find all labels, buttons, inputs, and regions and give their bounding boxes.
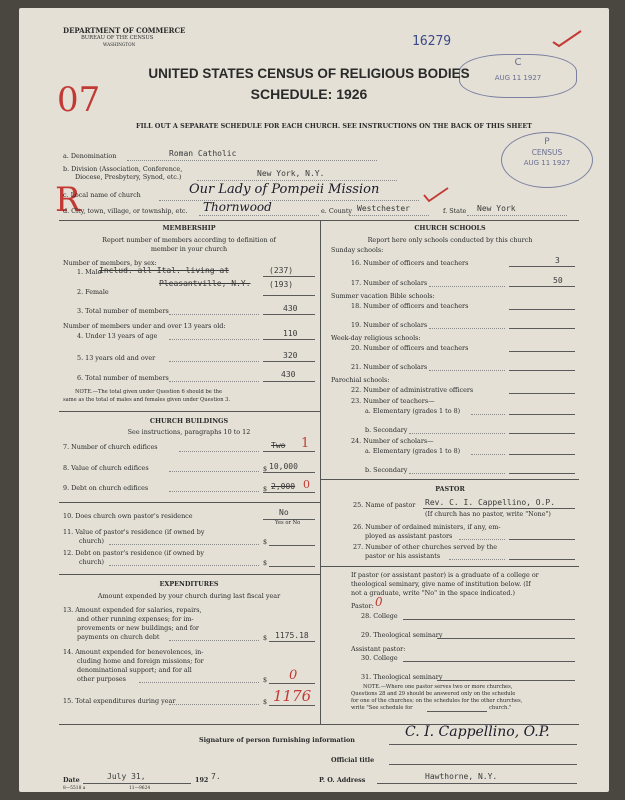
pastor-sub-label: Pastor: [351,602,374,610]
form-number: 8—5518 a [63,786,86,791]
q24a-label: a. Elementary (grades 1 to 8) [365,447,461,455]
q4-value: 110 [283,329,298,338]
membership-heading: MEMBERSHIP [162,224,216,232]
weekday-label: Week-day religious schools: [331,334,421,342]
q11-label-2: church) [79,537,105,545]
membership-note-1: NOTE.—The total given under Question 6 should be the [75,389,223,395]
q12-label: 12. Debt on pastor's residence (if owned by [63,549,205,557]
year-prefix: 192 [195,776,209,784]
assistant-label: Assistant pastor: [351,645,406,653]
membership-intro-2: member in your church [150,245,228,253]
graduate-line-3: not a graduate, write "No" in the space indicated.) [351,589,516,597]
q10-label: 10. Does church own pastor's residence [63,512,193,520]
q2-note: Pleasantville, N.Y. [159,279,251,288]
bureau-name: BUREAU OF THE CENSUS [81,35,154,41]
q21-label: 21. Number of scholars [351,363,428,371]
q12-dollar: $ [263,559,268,567]
summer-label: Summer vacation Bible schools: [331,292,435,300]
state-label: f. State [443,207,467,215]
q15-label: 15. Total expenditures during year [63,697,176,705]
handwritten-mark-r: R [55,180,81,220]
denomination-value: Roman Catholic [169,149,237,158]
q26-line-1: 26. Number of ordained ministers, if any, em- [353,523,501,531]
membership-intro-1: Report number of members according to definition of [102,236,276,244]
q20-label: 20. Number of officers and teachers [351,344,469,352]
handwritten-mark-07: 07 [57,80,101,120]
division-label: b. Division (Association, Conference, [63,165,183,173]
q14-line-4: other purposes [77,675,126,683]
buildings-heading: CHURCH BUILDINGS [149,417,229,425]
q3-value: 430 [283,304,298,313]
q7-value: Two [271,441,286,450]
q14-line-1: 14. Amount expended for benevolences, in- [63,648,204,656]
form-instruction: FILL OUT A SEPARATE SCHEDULE FOR EACH CHURCH. SEE INSTRUCTIONS ON THE BACK OF THIS SHEET [136,122,532,130]
pastor-note-2: Questions 28 and 29 should be answered only on the schedule [351,691,516,697]
q13-line-4: payments on church debt [77,633,160,641]
q9-label: 9. Debt on church edifices [63,484,149,492]
pastor-note-3: for one of the churches; on the schedules for the other churches, [351,698,523,704]
q9-hand: 0 [303,478,310,491]
q13-value: 1175.18 [275,631,309,640]
q16-value: 3 [555,256,560,265]
pastor-note-1: NOTE.—Where one pastor serves two or more churches, [363,684,513,690]
q5-value: 320 [283,351,298,360]
q14-line-3: denominational support; and for all [77,666,192,674]
pastor-note-4: write "See schedule for [351,705,413,711]
q6-label: 6. Total number of members [77,374,169,382]
q13-line-2: and other running expenses; for im- [77,615,194,623]
county-label: e. County [321,207,352,215]
year-digit: 7. [211,772,221,781]
q1-label: 1. Male [77,268,102,276]
q6-value: 430 [281,370,296,379]
check-mark-top [549,28,585,50]
schools-heading: CHURCH SCHOOLS [414,224,486,232]
signature-value: C. I. Cappellino, O.P. [405,724,550,740]
q22-label: 22. Number of administrative officers [351,386,474,394]
po-address-label: P. O. Address [319,776,366,784]
divider-top [59,220,579,221]
census-schedule-form [19,8,609,792]
q14-value: 0 [289,668,298,683]
denomination-label: a. Denomination [63,152,117,160]
q10-hint: Yes or No [275,520,301,526]
received-stamp-upper: C AUG 11 1927 [459,54,577,98]
division-value: New York, N.Y. [257,169,325,178]
q16-label: 16. Number of officers and teachers [351,259,469,267]
census-stamp: P CENSUS AUG 11 1927 [501,132,593,188]
q25-hint: (If church has no pastor, write "None") [425,510,551,518]
q4-label: 4. Under 13 years of age [77,332,158,340]
q10-value: No [279,508,289,517]
q26-line-2: ployed as assistant pastors [365,532,453,540]
q28-label: 28. College [361,612,398,620]
q5-label: 5. 13 years old and over [77,354,156,362]
q13-line-1: 13. Amount expended for salaries, repairs, [63,606,202,614]
county-value: Westchester [357,204,410,213]
q15-dollar: $ [263,698,268,706]
q7-hand: 1 [301,436,310,451]
schools-sub: Report here only schools conducted by this church [367,236,533,244]
pastor-hand-mark: 0 [375,595,383,609]
sunday-label: Sunday schools: [331,246,384,254]
graduate-line-2: theological seminary, give name of institution below. (If [351,580,531,588]
q31-label: 31. Theological seminary [361,673,443,681]
parochial-label: Parochial schools: [331,376,390,384]
official-title-label: Official title [331,756,375,764]
check-mark-church [421,186,451,204]
division-label-2: Diocese, Presbytery, Synod, etc.) [75,173,182,181]
q1-value: (237) [269,266,294,275]
q1-note: Includ. all Ital. living at [99,266,230,275]
q9-value: 2,000 [271,482,296,491]
q27-line-1: 27. Number of other churches served by the [353,543,498,551]
q23a-label: a. Elementary (grades 1 to 8) [365,407,461,415]
q14-dollar: $ [263,676,268,684]
column-divider [320,220,321,725]
serial-number: 16279 [412,34,452,49]
q23b-label: b. Secondary [365,426,408,434]
state-value: New York [477,204,516,213]
q27-line-2: pastor or his assistants [365,552,441,560]
church-name-value: Our Lady of Pompeii Mission [189,182,380,197]
po-address-value: Hawthorne, N.Y. [425,772,498,781]
schedule-title: SCHEDULE: 1926 [250,86,368,102]
q2-label: 2. Female [77,288,109,296]
q7-label: 7. Number of church edifices [63,443,158,451]
pastor-heading: PASTOR [435,485,465,493]
date-value: July 31, [107,772,146,781]
q13-dollar: $ [263,634,268,642]
q12-label-2: church) [79,558,105,566]
q3-label: 3. Total number of members [77,307,169,315]
city-label: d. City, town, village, or township, etc. [63,207,188,215]
expenditures-heading: EXPENDITURES [159,580,219,588]
q19-label: 19. Number of scholars [351,321,428,329]
membership-note-2: same as the total of males and females given under Question 3. [63,397,231,403]
q14-line-2: cluding home and foreign missions; for [77,657,204,665]
pastor-note-5: church." [489,705,512,711]
q11-dollar: $ [263,538,268,546]
q24b-label: b. Secondary [365,466,408,474]
by-sex-label: Number of members, by sex: [63,259,157,267]
q17-value: 50 [553,276,563,285]
q30-label: 30. College [361,654,398,662]
form-title: UNITED STATES CENSUS OF RELIGIOUS BODIES [148,66,470,81]
buildings-sub: See instructions, paragraphs 10 to 12 [127,428,251,436]
q8-label: 8. Value of church edifices [63,464,149,472]
q15-value: 1176 [273,687,312,705]
signature-label: Signature of person furnishing information [199,736,355,744]
bureau-city: WASHINGTON [103,42,136,47]
q25-label: 25. Name of pastor [353,501,416,509]
q24-label: 24. Number of scholars— [351,437,434,445]
age-intro: Number of members under and over 13 years old: [63,322,226,330]
q13-line-3: provements or new buildings; and for [77,624,199,632]
q18-label: 18. Number of officers and teachers [351,302,469,310]
q8-dollar: $ [263,465,268,473]
q8-value: 10,000 [269,462,298,471]
graduate-line-1: If pastor (or assistant pastor) is a graduate of a college or [351,571,539,579]
dept-name: DEPARTMENT OF COMMERCE [63,26,186,35]
city-value: Thornwood [203,200,272,214]
print-number: 11—9624 [129,786,151,791]
date-label: Date [63,776,80,784]
church-name-label: c. Local name of church [63,191,141,199]
q23-label: 23. Number of teachers— [351,397,435,405]
q17-label: 17. Number of scholars [351,279,428,287]
expenditures-sub: Amount expended by your church during last fiscal year [97,592,281,600]
q2-value: (193) [269,280,294,289]
q25-value: Rev. C. I. Cappellino, O.P. [425,498,556,507]
q9-dollar: $ [263,485,268,493]
q11-label: 11. Value of pastor's residence (if owned by [63,528,205,536]
q29-label: 29. Theological seminary [361,631,443,639]
